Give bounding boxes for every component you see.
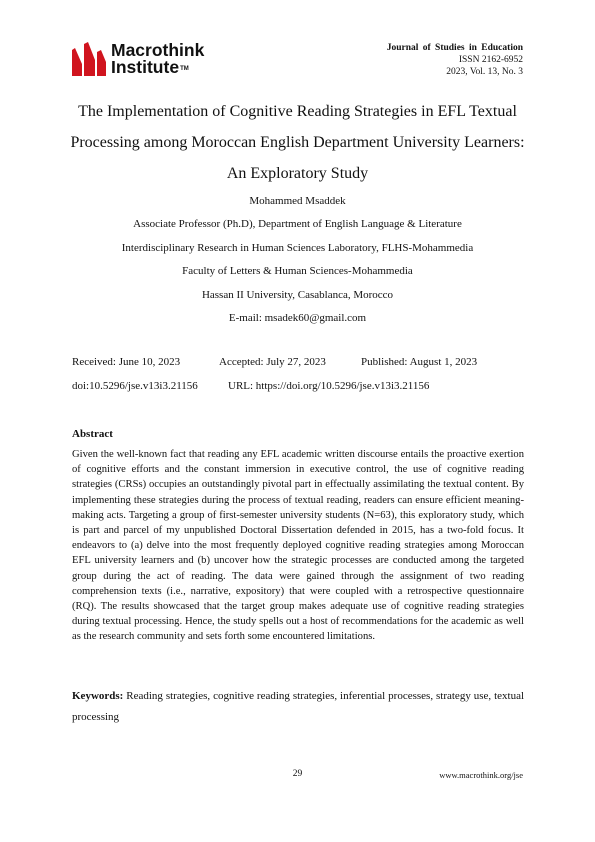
- accepted-date: Accepted: July 27, 2023: [219, 356, 326, 368]
- page-number: 29: [292, 769, 303, 779]
- logo-wordmark: [111, 42, 204, 76]
- logo-line-1: Macrothink: [111, 40, 205, 60]
- keywords: [72, 686, 524, 728]
- title-line-2: Processing among Moroccan English Department University Learners:: [70, 134, 525, 151]
- journal-volume: 2023, Vol. 13, No. 3: [446, 67, 523, 77]
- article-title: [60, 96, 535, 189]
- publisher-logo: [71, 42, 231, 78]
- title-line-3: An Exploratory Study: [226, 165, 369, 182]
- received-date: Received: June 10, 2023: [72, 356, 181, 368]
- keywords-text: Reading strategies, cognitive reading strategies, inferential processes, strategy use, textual processing: [72, 690, 525, 723]
- journal-issn: ISSN 2162-6952: [458, 55, 523, 65]
- title-line-1: The Implementation of Cognitive Reading Strategies in EFL Textual: [78, 103, 517, 120]
- journal-info: [387, 42, 523, 78]
- doi-url[interactable]: URL: https://doi.org/10.5296/jse.v13i3.21156: [228, 380, 430, 392]
- abstract-heading: Abstract: [72, 428, 113, 440]
- macrothink-m-icon: [71, 42, 107, 78]
- author-affiliation: [40, 190, 555, 330]
- author-name: Mohammed Msaddek: [249, 195, 346, 207]
- published-date: Published: August 1, 2023: [361, 356, 478, 368]
- author-faculty: Faculty of Letters & Human Sciences-Mohammedia: [182, 265, 413, 278]
- journal-name: Journal of Studies in Education: [386, 43, 523, 53]
- keywords-label: Keywords:: [72, 690, 124, 702]
- footer-site-url[interactable]: www.macrothink.org/jse: [439, 770, 523, 780]
- abstract-text: Given the well-known fact that reading any EFL academic written discourse entails the proactive exertion of cognitive efforts and the constant immersion in executive control, the use of cognitive reading strategies (CRSs) occupies an outstandingly pivotal part in effectually assimilating the textual content. By implementing these strategies during the process of textual reading, readers can ensure efficient meaning-making acts. Targeting a group of first-semester university students (N=63), this exploratory study, which is part and parcel of my unpublished Doctoral Dissertation defended in 2015, has a two-fold focus. It endeavors to (a) delve into the most frequently deployed cognitive reading strategies among Moroccan EFL university learners and (b) uncover how the strategic processes are conducted among the targeted group during the act of reading. The data were gained through the assignment of two reading comprehension texts (i.e., narrative, expository) that were coupled with a retrospective questionnaire (RQ). The results showcased that the target group makes adequate use of cognitive reading strategies during textual processing. Hence, the study spells out a host of recommendations for the academic as well as the research community and sets forth some encountered limitations.: [72, 449, 524, 643]
- logo-line-2: Institute: [111, 57, 180, 77]
- author-email[interactable]: E-mail: msadek60@gmail.com: [228, 312, 367, 325]
- trademark-mark: TM: [180, 66, 189, 72]
- doi[interactable]: doi:10.5296/jse.v13i3.21156: [72, 380, 198, 392]
- author-position: Associate Professor (Ph.D), Department of English Language & Literature: [133, 218, 462, 231]
- author-university: Hassan II University, Casablanca, Morocco: [201, 288, 394, 301]
- author-lab: Interdisciplinary Research in Human Sciences Laboratory, FLHS-Mohammedia: [121, 241, 474, 254]
